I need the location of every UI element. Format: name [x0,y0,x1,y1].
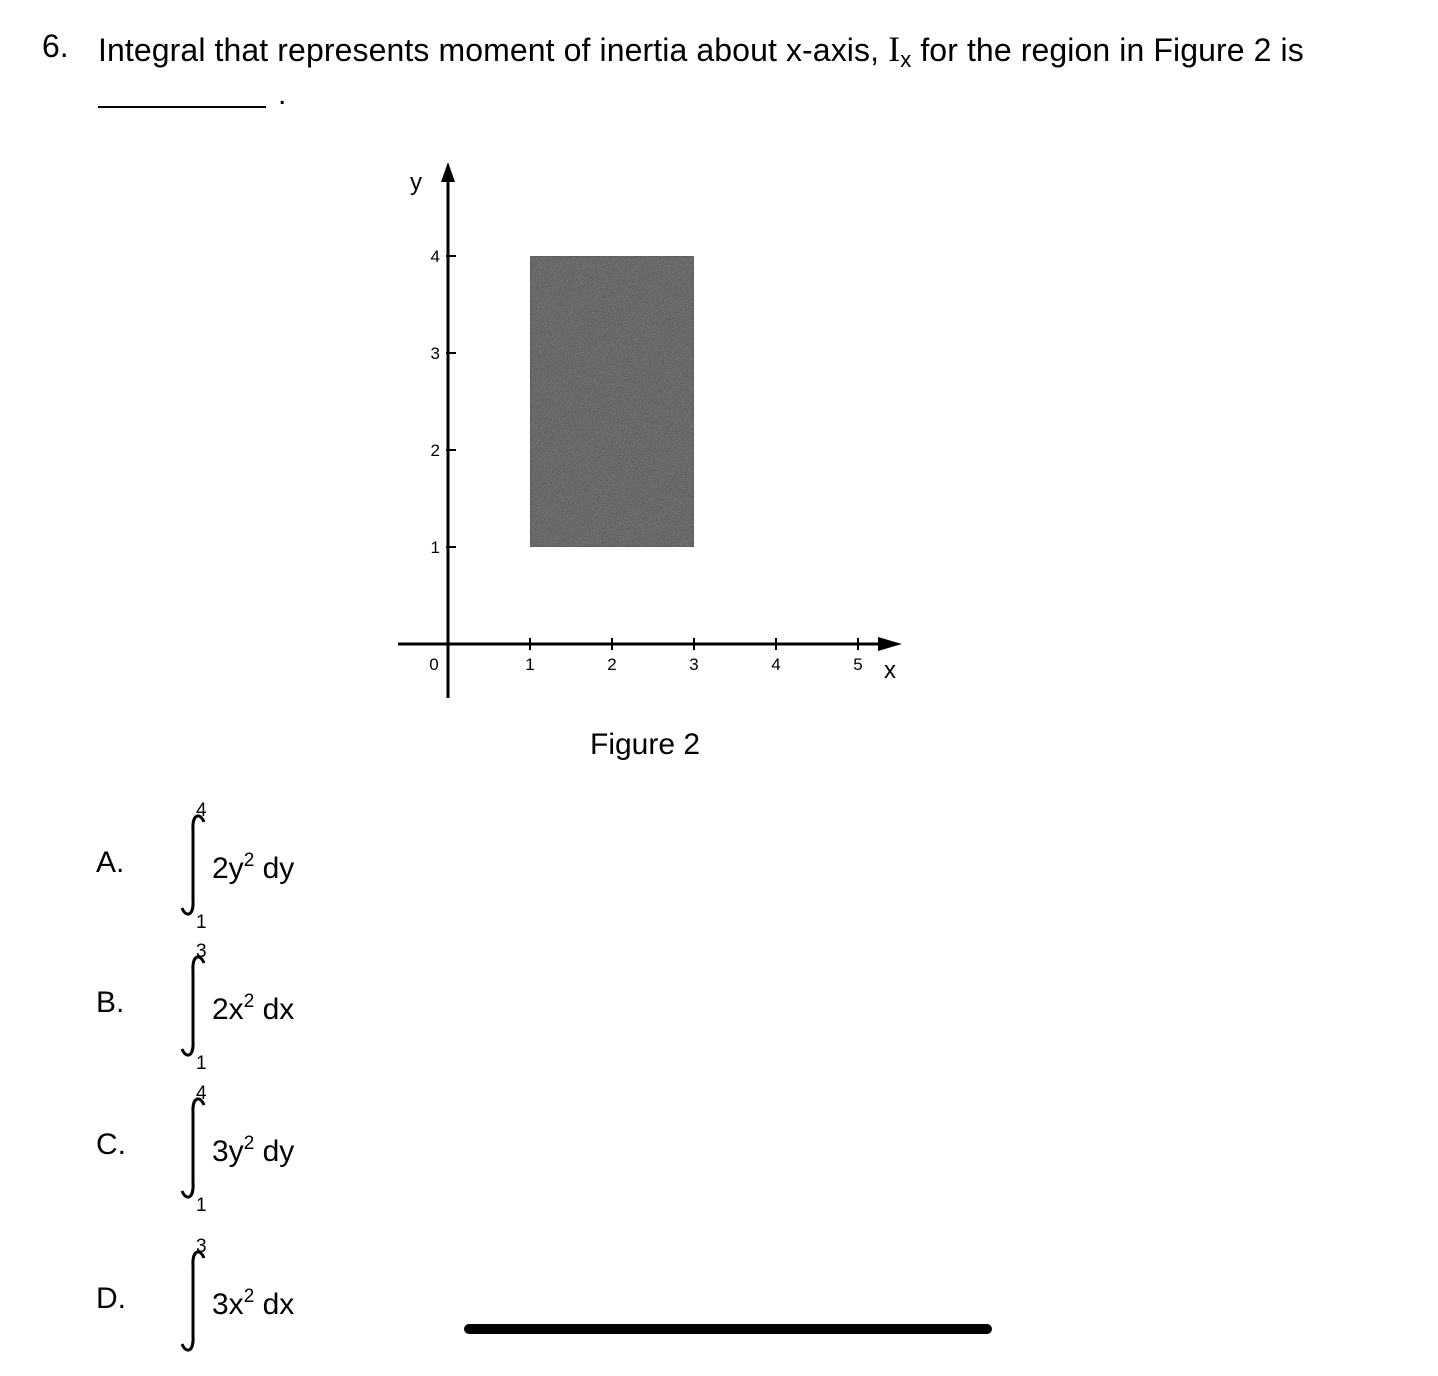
x-tick-label: 4 [771,655,781,674]
option-d-integrand: $3x^2$ dx [212,1286,295,1321]
option-c-integrand: $3y^2$ dy [212,1133,295,1168]
option-a-integral[interactable] [176,800,336,940]
integral-sign-icon [180,951,208,1061]
y-tick-label: 3 [430,344,440,363]
option-d-upper-limit: 3 [196,1236,207,1257]
question-text-before: Integral that represents moment of inertia about x-axis, [98,32,880,68]
question-text [98,28,1304,73]
option-a-lower-limit: 1 [196,912,207,933]
option-b-upper-limit: 3 [196,941,207,962]
option-c-integral[interactable] [176,1083,336,1223]
option-b-lower-limit: 1 [196,1053,207,1074]
integral-sign-icon [180,810,208,920]
inertia-subscript: x [900,47,912,72]
option-a-upper-limit: 4 [196,800,207,821]
option-d-letter: D. [96,1282,126,1315]
figure-caption: Figure 2 [590,728,701,761]
option-b-letter: B. [96,986,125,1019]
y-tick-label: 2 [430,441,440,460]
shaded-region [530,256,694,547]
answer-blank-period: . [278,78,287,111]
option-b-integrand: $2x^2$ dx [212,991,295,1026]
y-axis-arrow [441,162,455,182]
x-tick-label: 2 [607,655,617,674]
option-d-integral[interactable] [176,1236,336,1376]
answer-blank [98,106,266,108]
origin-label: 0 [429,655,439,674]
x-tick-label: 3 [689,655,699,674]
option-c-lower-limit: 1 [196,1195,207,1216]
x-tick-label: 5 [853,655,863,674]
y-tick-label: 1 [430,538,440,557]
option-c-upper-limit: 4 [196,1083,207,1104]
option-c-letter: C. [96,1128,126,1161]
y-axis-label: y [410,169,422,196]
option-b-integral[interactable] [176,941,336,1081]
inertia-symbol: $I_x$ [888,29,912,72]
home-indicator-bar [464,1324,992,1334]
integral-sign-icon [180,1093,208,1203]
y-tick-label: 4 [430,247,440,266]
question-text-after: for the region in Figure 2 is [920,32,1304,68]
x-tick-label: 1 [525,655,535,674]
option-a-letter: A. [96,846,125,879]
x-axis-label: x [884,657,896,684]
question-number: 6. [42,28,69,64]
x-axis-arrow [878,637,902,651]
integral-sign-icon [180,1246,208,1356]
option-a-integrand: $2y^2$ dy [212,850,295,885]
figure-2-plot [380,150,920,710]
